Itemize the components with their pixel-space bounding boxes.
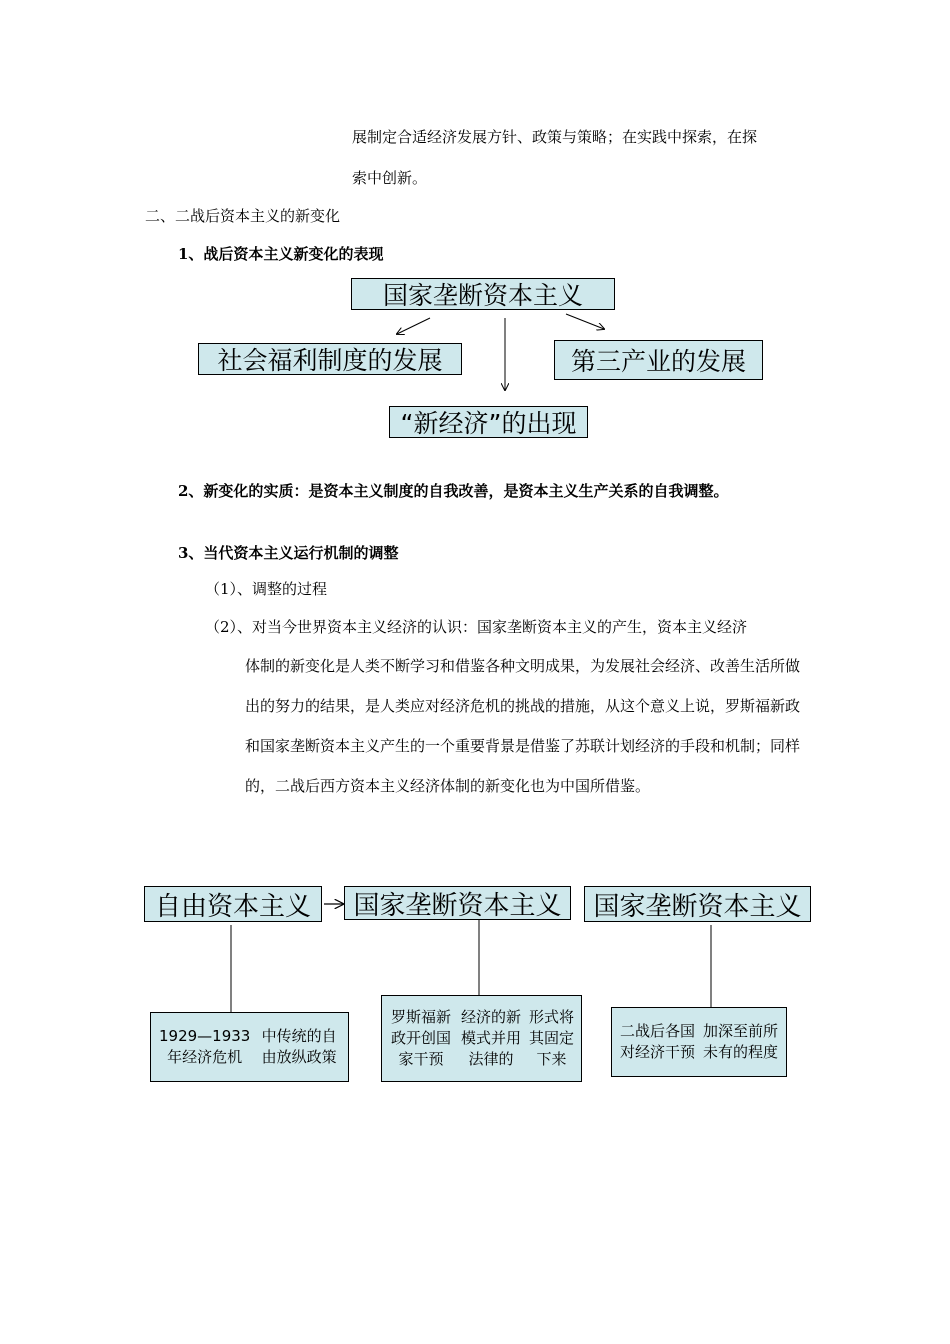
note3-box — [611, 1007, 787, 1077]
item-3-heading: 3、当代资本主义运行机制的调整 — [178, 544, 399, 562]
arrow-to-left — [397, 318, 430, 334]
subitem-2-first-line: （2）、对当今世界资本主义经济的认识：国家垄断资本主义的产生，资本主义经济 — [205, 618, 748, 636]
note3-line-1: 二战后各国对经济干预 — [619, 1022, 695, 1061]
note1-box — [150, 1012, 349, 1082]
note1-line-1: 1929—1933年经济危机 — [159, 1027, 251, 1066]
item-2-heading: 2、新变化的实质：是资本主义制度的自我改善，是资本主义生产关系的自我调整。 — [178, 482, 729, 500]
diagram1-right-box: 第三产业的发展 — [554, 340, 763, 380]
note1-line-2: 中传统的自由放纵政策 — [261, 1027, 337, 1066]
arrow-to-right — [566, 314, 604, 329]
note3-line-2: 加深至前所未有的程度 — [702, 1022, 778, 1061]
stage2-box: 国家垄断资本主义 — [344, 886, 571, 920]
note2-box — [381, 995, 582, 1082]
note2-line-3: 形式将其固定下来 — [529, 1008, 575, 1068]
item-1-heading: 1、战后资本主义新变化的表现 — [178, 245, 384, 263]
intro-line-1: 展制定合适经济发展方针、政策与策略；在实践中探索，在探 — [352, 128, 758, 146]
diagram1-bottom-box: “新经济”的出现 — [389, 406, 588, 438]
diagram1-left-box: 社会福利制度的发展 — [198, 343, 462, 375]
diagram1-top-box: 国家垄断资本主义 — [351, 278, 615, 310]
intro-line-2: 索中创新。 — [352, 169, 428, 187]
section-heading: 二、二战后资本主义的新变化 — [145, 207, 341, 225]
stage3-box: 国家垄断资本主义 — [584, 886, 811, 922]
subitem-2-body: 体制的新变化是人类不断学习和借鉴各种文明成果，为发展社会经济、改善生活所做出的努力的结果，是人类应对经济危机的挑战的措施，从这个意义上说，罗斯福新政和国家垄断资本主义产生的一个重要背景是借鉴了苏联计划经济的手段和机制；同样的，二战后西方资本主义经济体制的新变化也为中国所借鉴。 — [245, 657, 801, 795]
stage1-box: 自由资本主义 — [144, 886, 322, 922]
note2-line-2: 经济的新模式并用法律的 — [461, 1008, 522, 1068]
subitem-1: （1）、调整的过程 — [205, 580, 328, 598]
note2-line-1: 罗斯福新政开创国家干预 — [391, 1008, 452, 1068]
